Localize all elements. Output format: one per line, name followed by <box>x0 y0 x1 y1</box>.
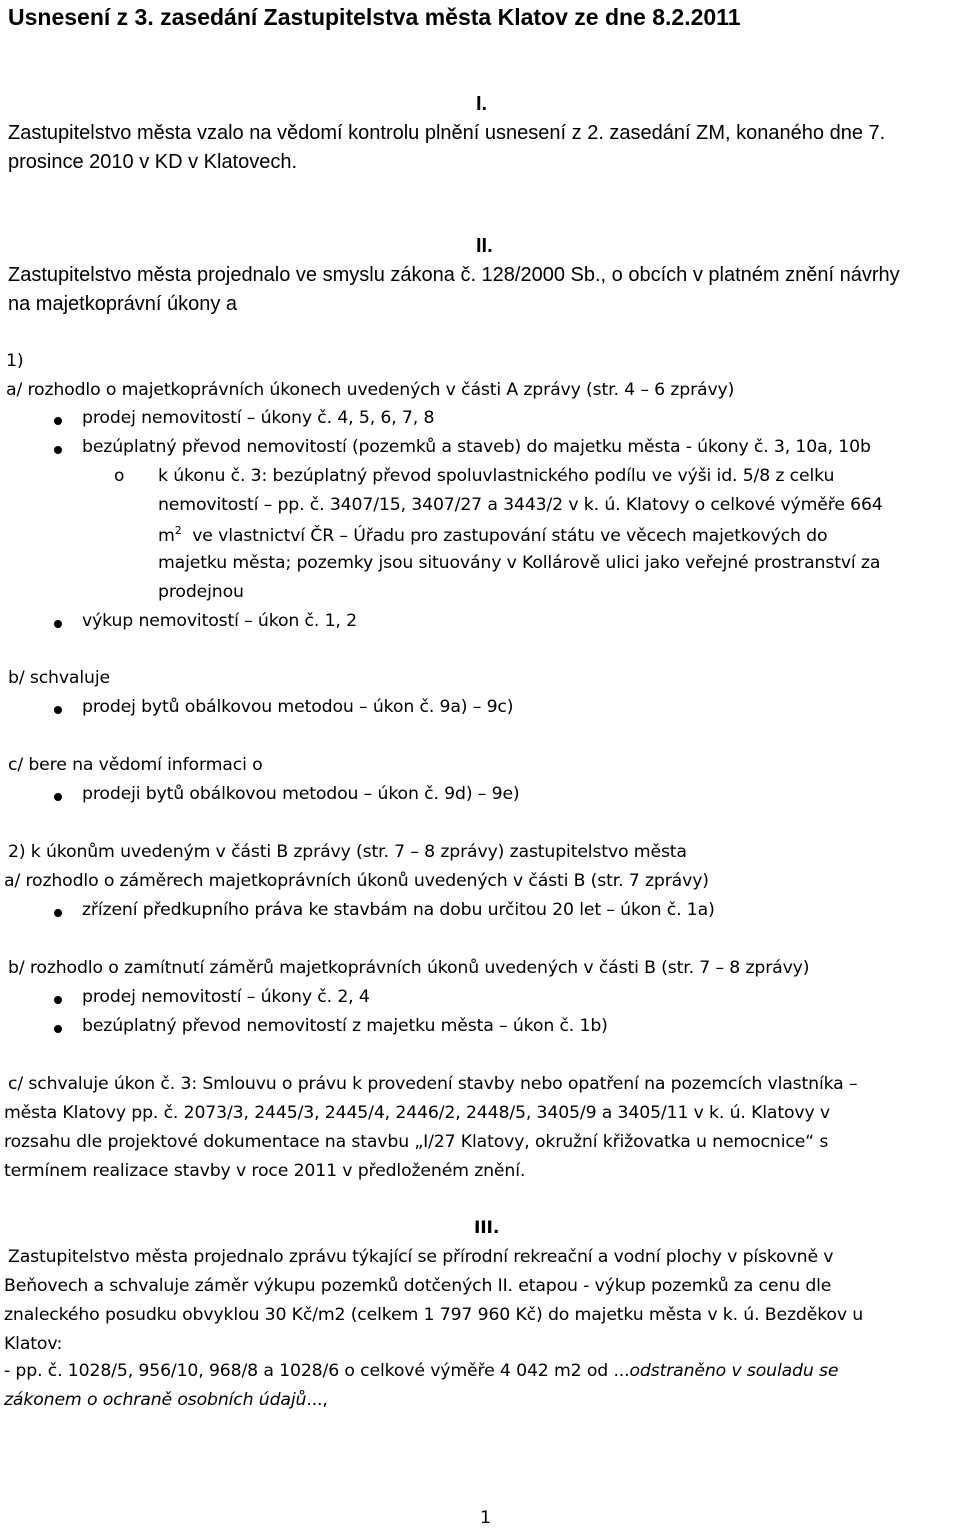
subsection-c: c/ bere na vědomí informaci o <box>8 755 263 775</box>
subsection-2c-line: města Klatovy pp. č. 2073/3, 2445/3, 2445/4, 2446/2, 2448/5, 3405/9 a 3405/11 v k. ú. Klatovy v <box>4 1103 830 1123</box>
sub-list-item-line: prodejnou <box>158 582 244 602</box>
list-item: bezúplatný převod nemovitostí z majetku města – úkon č. 1b) <box>82 1016 608 1036</box>
section-3-line: Klatov: <box>4 1334 63 1354</box>
subsection-2c-line: rozsahu dle projektové dokumentace na stavbu „I/27 Klatovy, okružní křižovatka u nemocnice“ s <box>4 1132 829 1152</box>
list-item: prodeji bytů obálkovou metodou – úkon č. 9d) – 9e) <box>82 784 520 804</box>
bullet-icon <box>54 417 62 425</box>
section-3-line: Beňovech a schvaluje záměr výkupu pozemků dotčených II. etapou - výkup pozemků za cenu dle <box>4 1276 832 1296</box>
section-3-line <box>4 1361 838 1381</box>
section-3-line: Zastupitelstvo města projednalo zprávu týkající se přírodní rekreační a vodní plochy v pískovně v <box>8 1247 834 1267</box>
section-1-line: prosince 2010 v KD v Klatovech. <box>8 151 298 173</box>
section-2-line: na majetkoprávní úkony a <box>8 293 238 315</box>
bullet-icon <box>54 706 62 714</box>
item-number: 1) <box>6 351 24 371</box>
section-2-line: Zastupitelstvo města projednalo ve smyslu zákona č. 128/2000 Sb., o obcích v platném znění návrhy <box>8 264 900 286</box>
subsection-2a: a/ rozhodlo o záměrech majetkoprávních úkonů uvedených v části B (str. 7 zprávy) <box>4 871 709 891</box>
section-1-line: Zastupitelstvo města vzalo na vědomí kontrolu plnění usnesení z 2. zasedání ZM, konaného dne 7. <box>8 122 886 144</box>
circle-bullet-icon: o <box>114 466 125 486</box>
list-item: prodej nemovitostí – úkony č. 4, 5, 6, 7, 8 <box>82 408 435 428</box>
bullet-icon <box>54 793 62 801</box>
parcel-list-text: - pp. č. 1028/5, 956/10, 968/8 a 1028/6 o celkové výměře 4 042 m2 od ... <box>4 1361 630 1381</box>
bullet-icon <box>54 909 62 917</box>
bullet-icon <box>54 1025 62 1033</box>
sub-list-item-line: nemovitostí – pp. č. 3407/15, 3407/27 a 3443/2 v k. ú. Klatovy o celkové výměře 664 <box>158 495 883 515</box>
bullet-icon <box>54 620 62 628</box>
section-heading-3: III. <box>474 1218 500 1238</box>
sub-list-item-line <box>158 524 827 546</box>
subsection-b: b/ schvaluje <box>8 668 110 688</box>
subsection-2b: b/ rozhodlo o zamítnutí záměrů majetkoprávních úkonů uvedených v části B (str. 7 – 8 zprávy) <box>8 958 810 978</box>
list-item: výkup nemovitostí – úkon č. 1, 2 <box>82 611 357 631</box>
unit-m: m <box>158 526 175 546</box>
superscript-2: 2 <box>174 524 182 537</box>
subsection-2c-line: c/ schvaluje úkon č. 3: Smlouvu o právu k provedení stavby nebo opatření na pozemcích vlastníka – <box>8 1074 858 1094</box>
section-3-line: znaleckého posudku obvyklou 30 Kč/m2 (celkem 1 797 960 Kč) do majetku města v k. ú. Bezděkov u <box>4 1305 864 1325</box>
list-item: zřízení předkupního práva ke stavbám na dobu určitou 20 let – úkon č. 1a) <box>82 900 715 920</box>
list-item: prodej nemovitostí – úkony č. 2, 4 <box>82 987 370 1007</box>
sub-list-item-line: k úkonu č. 3: bezúplatný převod spoluvlastnického podílu ve výši id. 5/8 z celku <box>158 466 835 486</box>
bullet-icon <box>54 446 62 454</box>
list-item: prodej bytů obálkovou metodou – úkon č. 9a) – 9c) <box>82 697 514 717</box>
ellipsis-text: ..., <box>306 1390 328 1410</box>
subsection-a: a/ rozhodlo o majetkoprávních úkonech uvedených v části A zprávy (str. 4 – 6 zprávy) <box>6 380 735 400</box>
document-title: Usnesení z 3. zasedání Zastupitelstva města Klatov ze dne 8.2.2011 <box>8 4 741 30</box>
section-heading-2: II. <box>476 235 493 257</box>
redaction-note: zákonem o ochraně osobních údajů <box>4 1390 307 1410</box>
bullet-icon <box>54 996 62 1004</box>
page-number: 1 <box>480 1508 491 1528</box>
redaction-note: odstraněno v souladu se <box>629 1361 839 1381</box>
section-heading-1: I. <box>476 93 488 115</box>
section-3-line <box>4 1390 328 1410</box>
subsection-2c-line: termínem realizace stavby v roce 2011 v předloženém znění. <box>4 1161 526 1181</box>
sub-list-item-line: majetku města; pozemky jsou situovány v Kollárově ulici jako veřejné prostranství za <box>158 553 881 573</box>
item-2: 2) k úkonům uvedeným v části B zprávy (str. 7 – 8 zprávy) zastupitelstvo města <box>8 842 687 862</box>
sub-list-item-text: ve vlastnictví ČR – Úřadu pro zastupování státu ve věcech majetkových do <box>192 526 828 546</box>
list-item: bezúplatný převod nemovitostí (pozemků a staveb) do majetku města - úkony č. 3, 10a, 10b <box>82 437 871 457</box>
